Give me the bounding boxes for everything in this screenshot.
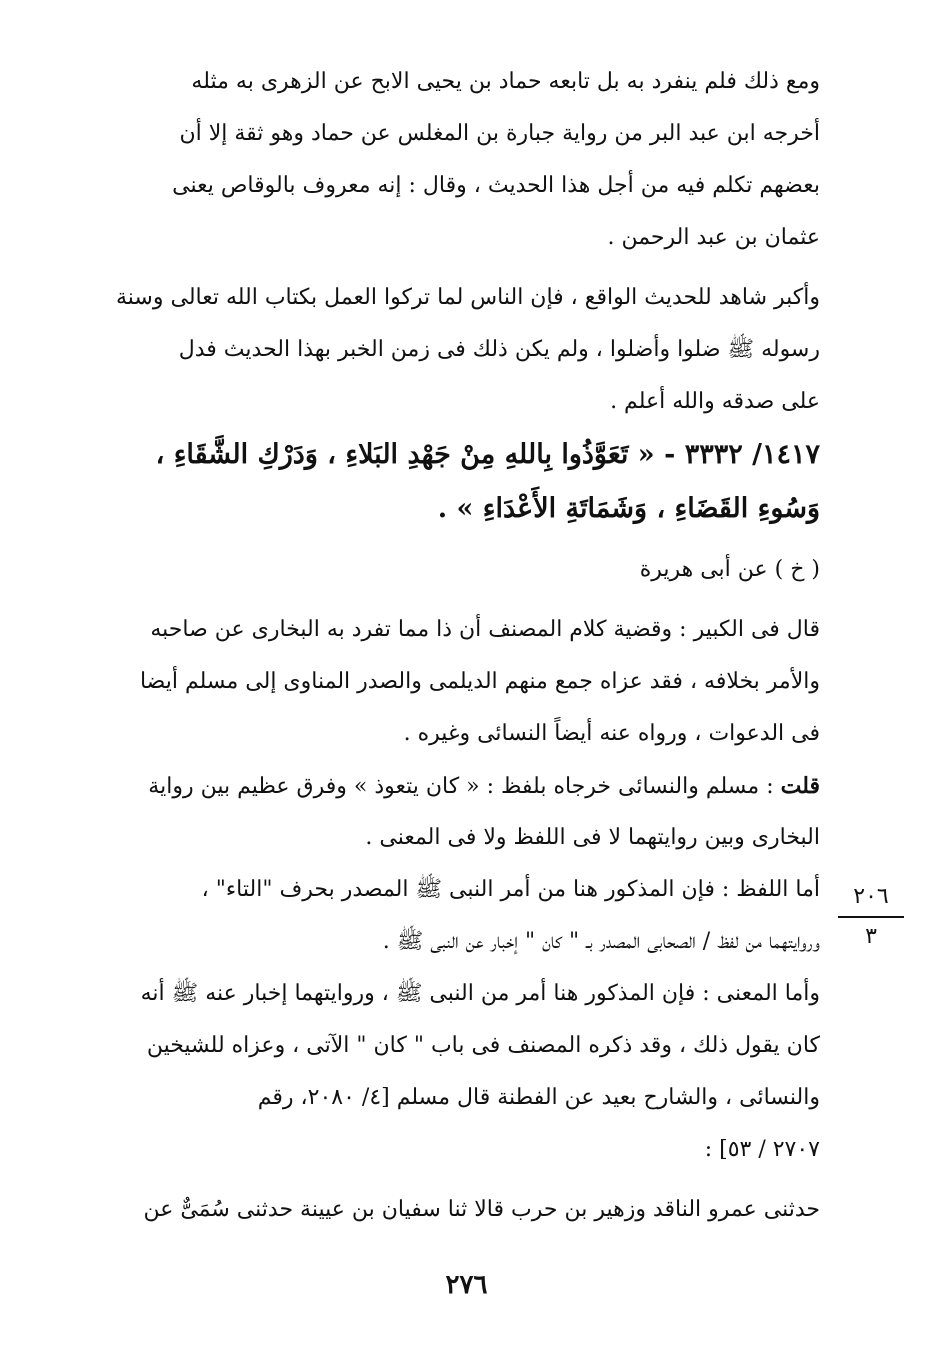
paragraph-lafz bbox=[108, 864, 820, 968]
paragraph-commentary bbox=[108, 604, 820, 760]
margin-reference-top: ٢٠٦ bbox=[853, 884, 889, 909]
hadith-source bbox=[108, 544, 820, 596]
qultu-label: قلت bbox=[780, 773, 820, 799]
text-line: أخرجه ابن عبد البر من رواية جبارة بن المغلس عن حماد وهو ثقة إلا أن bbox=[179, 121, 820, 146]
text-line: أما اللفظ : فإن المذكور هنا من أمر النبى ﷺ المصدر بحرف "التاء" ، bbox=[201, 877, 820, 902]
hadith-text bbox=[108, 428, 820, 536]
text-line: فى الدعوات ، ورواه عنه أيضاً النسائى وغيره . bbox=[403, 721, 820, 746]
text-line: وأما المعنى : فإن المذكور هنا أمر من النبى ﷺ ، وروايتهما إخبار عنه ﷺ أنه bbox=[140, 981, 820, 1006]
text-line: على صدقه والله أعلم . bbox=[610, 389, 820, 414]
text-line: وروايتهما من لفظ / الصحابى المصدر بـ " كان " إخبار عن النبى ﷺ . bbox=[382, 929, 820, 954]
text-line: وأكبر شاهد للحديث الواقع ، فإن الناس لما تركوا العمل بكتاب الله تعالى وسنة bbox=[116, 285, 820, 310]
text-line: ومع ذلك فلم ينفرد به بل تابعه حماد بن يحيى الابح عن الزهرى به مثله bbox=[191, 69, 820, 94]
paragraph-qultu bbox=[108, 760, 820, 864]
text-line: البخارى وبين روايتهما لا فى اللفظ ولا فى المعنى . bbox=[365, 825, 820, 850]
hadith-line: وَسُوءِ القَضَاءِ ، وَشَمَاتَةِ الأَعْدَاءِ » . bbox=[437, 493, 820, 524]
paragraph-2 bbox=[108, 272, 820, 428]
text-line: ٢٧٠٧ / ٥٣] : bbox=[704, 1137, 820, 1162]
text-line: حدثنى عمرو الناقد وزهير بن حرب قالا ثنا سفيان بن عيينة حدثنى سُمَىٌّ عن bbox=[143, 1197, 820, 1222]
main-text bbox=[108, 56, 820, 1236]
page-number: ٢٧٦ bbox=[445, 1270, 488, 1300]
text-line: ( خ ) عن أبى هريرة bbox=[639, 557, 820, 582]
margin-divider bbox=[838, 916, 904, 918]
hadith-line: ١٤١٧/ ٣٣٣٢ - « تَعَوَّذُوا بِاللهِ مِنْ جَهْدِ البَلاءِ ، وَدَرْكِ الشَّقَاءِ ، bbox=[155, 439, 820, 470]
text-line: بعضهم تكلم فيه من أجل هذا الحديث ، وقال : إنه معروف بالوقاص يعنى bbox=[172, 173, 820, 198]
text-line: قال فى الكبير : وقضية كلام المصنف أن ذا مما تفرد به البخارى عن صاحبه bbox=[150, 617, 820, 642]
text-line bbox=[108, 760, 820, 812]
text-line: عثمان بن عبد الرحمن . bbox=[607, 225, 820, 250]
margin-reference bbox=[838, 882, 904, 952]
text-line: كان يقول ذلك ، وقد ذكره المصنف فى باب " كان " الآتى ، وعزاه للشيخين bbox=[146, 1033, 820, 1058]
margin-reference-bottom: ٣ bbox=[865, 924, 877, 949]
text-line: والنسائى ، والشارح بعيد عن الفطنة قال مسلم [٤/ ٢٠٨٠، رقم bbox=[257, 1085, 820, 1110]
text-line: والأمر بخلافه ، فقد عزاه جمع منهم الديلمى والصدر المناوى إلى مسلم أيضا bbox=[139, 669, 820, 694]
paragraph-1 bbox=[108, 56, 820, 264]
paragraph-isnad bbox=[108, 1184, 820, 1236]
text-line: رسوله ﷺ ضلوا وأضلوا ، ولم يكن ذلك فى زمن الخبر بهذا الحديث فدل bbox=[178, 337, 820, 362]
paragraph-maana bbox=[108, 968, 820, 1176]
qultu-text: : مسلم والنسائى خرجاه بلفظ : « كان يتعوذ » وفرق عظيم بين رواية bbox=[148, 774, 781, 799]
